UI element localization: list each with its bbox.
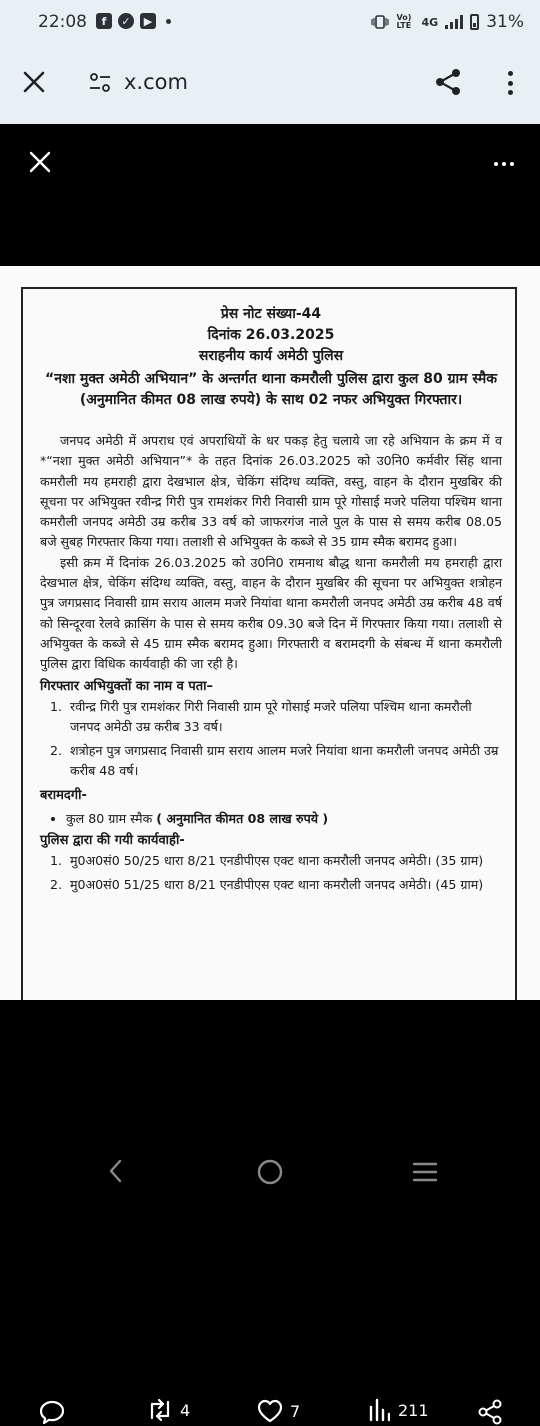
vibrate-icon: [370, 15, 390, 29]
messenger-icon: ✓: [118, 13, 134, 29]
system-indicators: [370, 12, 524, 32]
back-icon[interactable]: [106, 1158, 126, 1184]
retweet-icon: [146, 1398, 174, 1422]
browser-url-bar: [0, 46, 540, 124]
heart-icon: [256, 1398, 284, 1424]
list-item: 2. मु0अ0सं0 51/25 धारा 8/21 एनडीपीएस एक्ट थाना कमरौली जनपद अमेठी। (45 ग्राम): [66, 875, 502, 895]
status-bar: [0, 0, 540, 46]
reply-icon[interactable]: [38, 1398, 66, 1426]
system-navigation-bar: [0, 1130, 540, 1200]
document-content: [40, 304, 502, 900]
share-icon[interactable]: [476, 1398, 504, 1426]
views-button[interactable]: [368, 1398, 429, 1422]
network-type: 4G: [421, 15, 439, 29]
paragraph-2: इसी क्रम में दिनांक 26.03.2025 को उ0नि0 रामनाथ बौद्ध थाना कमरौली मय हमराही द्वारा देखभाल क्षेत्र, चेकिंग संदिग्ध व्यक्ति, वस्तु, वाहन के दौरान मुखबिर की सूचना पर अभियुक्त शत्रोहन पुत्र जगप्रसाद निवासी ग्राम सराय आलम मजरे नियांवा थाना कमरौली जनपद अमेठी उम्र करीब 48 वर्ष को सिन्दूरवा रेलवे क्रासिंग के पास से समय करीब 09.30 बजे दिन में गिरफ्तार किया गया। तलाशी से अभियुक्त के कब्जे से 45 ग्राम स्मैक बरामद हुआ। गिरफ्तारी व बरामदगी के संबन्ध में थाना कमरौली पुलिस द्वारा विधिक कार्यवाही की जा रही है।: [40, 554, 502, 672]
list-item: 1. रवीन्द्र गिरी पुत्र रामशंकर गिरी निवासी ग्राम पूरे गोसाई मजरे पलिया पश्चिम थाना कमरौली जनपद अमेठी उम्र करीब 33 वर्ष।: [66, 697, 502, 738]
paragraph-1: जनपद अमेठी में अपराध एवं अपराधियों के धर पकड़ हेतु चलाये जा रहे अभियान के क्रम में व *“नशा मुक्त अमेठी अभियान”* के तहत दिनांक 26.03.2025 को उ0नि0 कर्मवीर सिंह थाना कमरौली मय हमराही द्वारा देखभाल क्षेत्र, चेकिंग संदिग्ध व्यक्ति, वस्तु, वाहन के दौरान मुखबिर की सूचना पर अभियुक्त रवीन्द्र गिरी पुत्र रामशंकर गिरी निवासी ग्राम पूरे गोसाई मजरे पलिया पश्चिम थाना कमरौली जनपद अमेठी उम्र करीब 33 वर्ष को जाफरगंज नाले पुल के पास से समय करीब 08.05 बजे सुबह गिरफ्तार किया गया। तलाशी से अभियुक्त के कब्जे से 35 ग्राम स्मैक बरामद हुआ।: [40, 433, 502, 550]
volte-label: Vo) LTE: [396, 13, 412, 30]
share-icon[interactable]: [432, 66, 464, 98]
more-horizontal-icon[interactable]: [494, 162, 514, 166]
battery-icon: [470, 14, 479, 30]
action-heading: पुलिस द्वारा की गयी कार्यवाही-: [40, 833, 185, 849]
press-note-image: [0, 266, 540, 1000]
recovery-value: ( अनुमानित कीमत 08 लाख रुपये ): [156, 810, 329, 826]
home-icon[interactable]: [256, 1158, 284, 1186]
like-button[interactable]: [256, 1398, 300, 1424]
recovery-item: कुल 80 ग्राम स्मैक: [66, 810, 153, 826]
notification-icons: [96, 13, 171, 29]
facebook-icon: f: [96, 13, 112, 29]
close-icon[interactable]: [28, 150, 52, 174]
retweet-count: 4: [180, 1400, 191, 1420]
url-text[interactable]: x.com: [124, 70, 188, 94]
list-item: 1. मु0अ0सं0 50/25 धारा 8/21 एनडीपीएस एक्ट थाना कमरौली जनपद अमेठी। (35 ग्राम): [66, 851, 502, 871]
accused-list: [40, 697, 502, 782]
analytics-icon: [368, 1398, 390, 1422]
media-viewer-header: [0, 124, 540, 266]
press-note-subtitle: सराहनीय कार्य अमेठी पुलिस: [198, 348, 344, 364]
press-note-number: प्रेस नोट संख्या-44: [220, 306, 322, 322]
accused-heading: गिरफ्तार अभियुक्तों का नाम व पता–: [40, 678, 214, 694]
tweet-actions-bar: [0, 1000, 540, 1421]
like-count: 7: [290, 1401, 301, 1421]
retweet-button[interactable]: [146, 1398, 190, 1422]
list-item: [66, 809, 502, 829]
signal-icon: [445, 15, 463, 29]
recovery-list: [40, 809, 502, 829]
battery-level: 31%: [486, 12, 524, 32]
more-options-icon[interactable]: [500, 68, 520, 98]
status-time: 22:08: [38, 12, 87, 32]
view-count: 211: [398, 1400, 429, 1420]
more-notifications-dot: [166, 19, 171, 24]
site-settings-icon[interactable]: [88, 72, 112, 94]
close-icon[interactable]: [20, 68, 48, 96]
recent-apps-icon[interactable]: [412, 1161, 438, 1183]
press-note-date: दिनांक 26.03.2025: [207, 327, 335, 343]
youtube-icon: ▶: [140, 13, 156, 29]
press-note-headline: “नशा मुक्त अमेठी अभियान” के अन्तर्गत थाना कमरौली पुलिस द्वारा कुल 80 ग्राम स्मैक (अनुमानित कीमत 08 लाख रुपये) के साथ 02 नफर अभियुक्त गिरफ्तार।: [45, 371, 497, 408]
list-item: 2. शत्रोहन पुत्र जगप्रसाद निवासी ग्राम सराय आलम मजरे नियांवा थाना कमरौली जनपद अमेठी उम्र करीब 48 वर्ष।: [66, 741, 502, 782]
action-list: [40, 851, 502, 896]
recovery-heading: बरामदगी-: [40, 787, 87, 803]
